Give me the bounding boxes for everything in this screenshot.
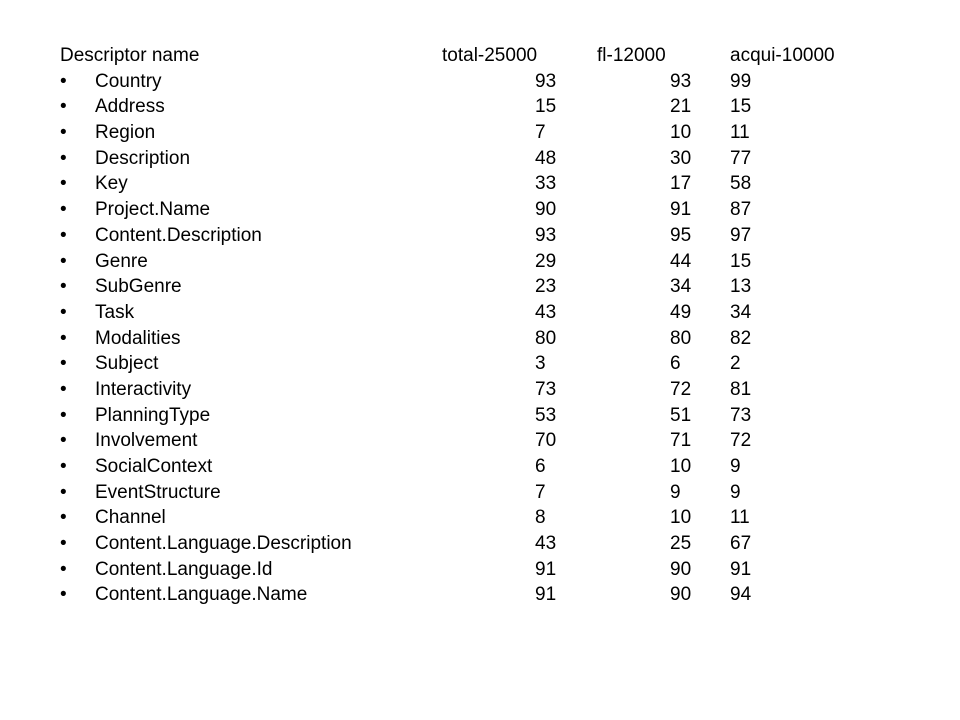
table-row <box>60 454 920 480</box>
descriptor-table <box>60 43 920 608</box>
value-acqui: 11 <box>730 507 750 529</box>
bullet-marker: • <box>60 250 67 272</box>
value-total: 6 <box>535 456 546 477</box>
value-fl: 44 <box>670 250 692 272</box>
table-header-row <box>60 43 920 69</box>
value-total: 29 <box>535 250 557 272</box>
descriptor-name: Content.Language.Name <box>95 584 308 606</box>
table-row <box>60 69 920 95</box>
table-row <box>60 505 920 531</box>
bullet-marker: • <box>60 378 67 400</box>
value-acqui: 72 <box>730 430 752 452</box>
value-fl: 49 <box>670 301 692 323</box>
value-fl: 6 <box>670 353 681 375</box>
bullet-marker: • <box>60 96 67 118</box>
value-total: 53 <box>535 404 557 426</box>
value-acqui: 81 <box>730 378 752 400</box>
value-total: 48 <box>535 147 557 169</box>
table-row <box>60 428 920 454</box>
value-total: 7 <box>535 481 546 503</box>
bullet-marker: • <box>60 70 67 92</box>
bullet-marker: • <box>60 276 67 298</box>
value-fl: 71 <box>670 430 692 452</box>
value-fl: 90 <box>670 558 692 580</box>
table-row <box>60 274 920 300</box>
descriptor-name: SocialContext <box>95 456 213 477</box>
value-fl: 10 <box>670 122 692 144</box>
value-acqui: 34 <box>730 301 752 323</box>
table-row <box>60 146 920 172</box>
bullet-marker: • <box>60 353 67 375</box>
value-fl: 17 <box>670 173 692 195</box>
value-fl: 10 <box>670 456 692 477</box>
descriptor-name: Involvement <box>95 430 198 452</box>
descriptor-name: Content.Description <box>95 224 262 246</box>
value-acqui: 15 <box>730 250 752 272</box>
value-acqui: 82 <box>730 327 752 349</box>
table-row <box>60 249 920 275</box>
table-row <box>60 94 920 120</box>
descriptor-name: Modalities <box>95 327 181 349</box>
value-fl: 21 <box>670 96 692 118</box>
descriptor-name: Subject <box>95 353 159 375</box>
descriptor-name: Key <box>95 173 128 195</box>
descriptor-name: Task <box>95 301 135 323</box>
bullet-marker: • <box>60 584 67 606</box>
bullet-marker: • <box>60 199 67 221</box>
value-total: 93 <box>535 70 557 92</box>
value-fl: 80 <box>670 327 692 349</box>
value-acqui: 77 <box>730 147 752 169</box>
table-row <box>60 403 920 429</box>
table-row <box>60 351 920 377</box>
value-acqui: 11 <box>730 122 750 144</box>
descriptor-name: Region <box>95 122 156 144</box>
value-acqui: 67 <box>730 533 752 555</box>
value-acqui: 99 <box>730 70 752 92</box>
table-row <box>60 197 920 223</box>
value-acqui: 9 <box>730 456 741 477</box>
value-total: 70 <box>535 430 557 452</box>
bullet-marker: • <box>60 301 67 323</box>
table-row <box>60 531 920 557</box>
bullet-marker: • <box>60 456 67 477</box>
table-row <box>60 171 920 197</box>
value-total: 23 <box>535 276 557 298</box>
table-body <box>60 69 920 608</box>
value-total: 90 <box>535 199 557 221</box>
descriptor-name: EventStructure <box>95 481 221 503</box>
descriptor-name: Address <box>95 96 165 118</box>
bullet-marker: • <box>60 507 67 529</box>
descriptor-name: Content.Language.Description <box>95 533 352 555</box>
value-fl: 93 <box>670 70 692 92</box>
table-row <box>60 377 920 403</box>
value-total: 3 <box>535 353 546 375</box>
descriptor-name: SubGenre <box>95 276 182 298</box>
table-row <box>60 223 920 249</box>
value-fl: 72 <box>670 378 692 400</box>
bullet-marker: • <box>60 122 67 144</box>
bullet-marker: • <box>60 147 67 169</box>
value-total: 15 <box>535 96 557 118</box>
value-total: 73 <box>535 378 557 400</box>
table-row <box>60 582 920 608</box>
value-fl: 51 <box>670 404 692 426</box>
table-row <box>60 557 920 583</box>
value-fl: 30 <box>670 147 692 169</box>
bullet-marker: • <box>60 327 67 349</box>
value-acqui: 87 <box>730 199 752 221</box>
descriptor-name: Content.Language.Id <box>95 558 273 580</box>
bullet-marker: • <box>60 224 67 246</box>
header-descriptor-name: Descriptor name <box>60 45 200 66</box>
table-row <box>60 480 920 506</box>
bullet-marker: • <box>60 533 67 555</box>
bullet-marker: • <box>60 558 67 580</box>
table-row <box>60 120 920 146</box>
value-acqui: 91 <box>730 558 752 580</box>
value-fl: 10 <box>670 507 692 529</box>
descriptor-name: Channel <box>95 507 166 529</box>
descriptor-name: Project.Name <box>95 199 211 221</box>
value-acqui: 13 <box>730 276 752 298</box>
value-total: 80 <box>535 327 557 349</box>
bullet-marker: • <box>60 430 67 452</box>
value-total: 8 <box>535 507 546 529</box>
value-total: 33 <box>535 173 557 195</box>
descriptor-name: Genre <box>95 250 148 272</box>
descriptor-name: Interactivity <box>95 378 192 400</box>
descriptor-name: Description <box>95 147 191 169</box>
descriptor-name: PlanningType <box>95 404 211 426</box>
value-total: 93 <box>535 224 557 246</box>
value-fl: 34 <box>670 276 692 298</box>
bullet-marker: • <box>60 404 67 426</box>
value-acqui: 97 <box>730 224 752 246</box>
value-acqui: 9 <box>730 481 741 503</box>
value-acqui: 2 <box>730 353 741 375</box>
value-acqui: 73 <box>730 404 752 426</box>
value-total: 7 <box>535 122 546 144</box>
header-acqui: acqui-10000 <box>730 45 835 66</box>
header-fl: fl-12000 <box>597 45 666 66</box>
value-acqui: 94 <box>730 584 752 606</box>
table-row <box>60 326 920 352</box>
value-total: 91 <box>535 584 557 606</box>
bullet-marker: • <box>60 481 67 503</box>
value-fl: 25 <box>670 533 692 555</box>
bullet-marker: • <box>60 173 67 195</box>
value-fl: 9 <box>670 481 681 503</box>
value-acqui: 58 <box>730 173 752 195</box>
value-total: 43 <box>535 533 557 555</box>
table-row <box>60 300 920 326</box>
descriptor-name: Country <box>95 70 162 92</box>
value-total: 91 <box>535 558 557 580</box>
value-fl: 90 <box>670 584 692 606</box>
header-total: total-25000 <box>442 45 538 66</box>
value-acqui: 15 <box>730 96 752 118</box>
value-fl: 95 <box>670 224 692 246</box>
value-total: 43 <box>535 301 557 323</box>
value-fl: 91 <box>670 199 692 221</box>
